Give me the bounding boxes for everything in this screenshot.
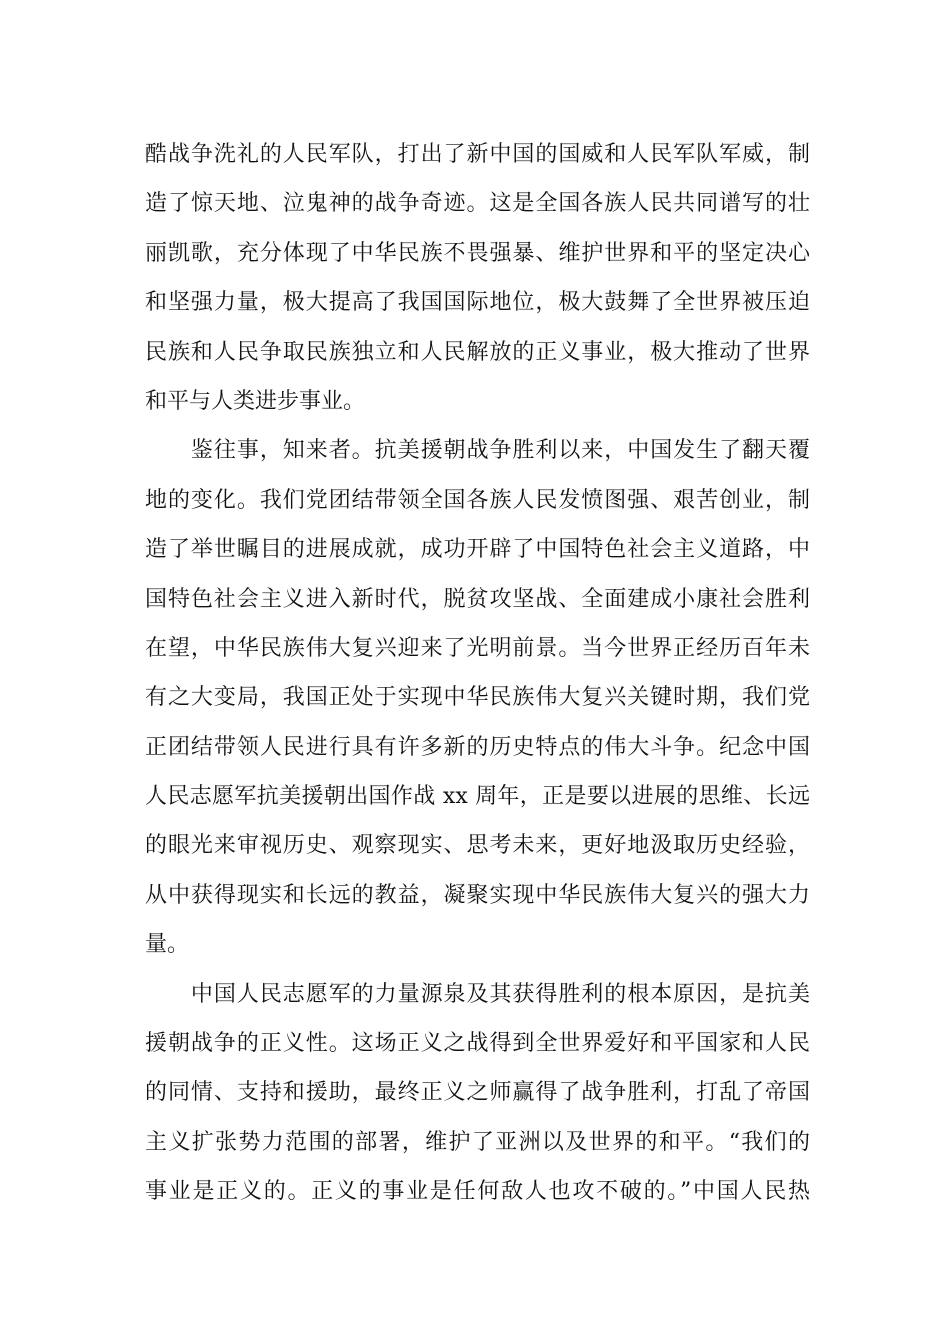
text-line: 的同情、支持和援助，最终正义之师赢得了战争胜利，打乱了帝国 bbox=[145, 1080, 810, 1106]
text-line: 中国人民志愿军的力量源泉及其获得胜利的根本原因，是抗美 bbox=[145, 981, 810, 1007]
text-line: 酷战争洗礼的人民军队，打出了新中国的国威和人民军队军威，制 bbox=[145, 142, 810, 167]
text-line: 从中获得现实和长远的教益，凝聚实现中华民族伟大复兴的强大力 bbox=[145, 882, 810, 908]
text-line: 人民志愿军抗美援朝出国作战 xx 周年，正是要以进展的思维、长远 bbox=[145, 784, 810, 810]
text-line: 地的变化。我们党团结带领全国各族人民发愤图强、艰苦创业，制 bbox=[145, 487, 810, 513]
text-line: 量。 bbox=[145, 932, 190, 958]
text-line: 鉴往事，知来者。抗美援朝战争胜利以来，中国发生了翻天覆 bbox=[145, 438, 810, 464]
text-line: 在望，中华民族伟大复兴迎来了光明前景。当今世界正经历百年未 bbox=[145, 635, 810, 661]
text-line: 和坚强力量，极大提高了我国国际地位，极大鼓舞了全世界被压迫 bbox=[145, 290, 810, 316]
text-line: 造了惊天地、泣鬼神的战争奇迹。这是全国各族人民共同谱写的壮 bbox=[145, 191, 810, 217]
text-line: 主义扩张势力范围的部署，维护了亚洲以及世界的和平。“我们的 bbox=[145, 1129, 810, 1155]
text-line: 的眼光来审视历史、观察现实、思考未来，更好地汲取历史经验， bbox=[145, 833, 810, 859]
text-line: 民族和人民争取民族独立和人民解放的正义事业，极大推动了世界 bbox=[145, 339, 810, 365]
text-line: 和平与人类进步事业。 bbox=[145, 388, 366, 414]
text-line: 造了举世瞩目的进展成就，成功开辟了中国特色社会主义道路，中 bbox=[145, 537, 810, 563]
text-line: 援朝战争的正义性。这场正义之战得到全世界爱好和平国家和人民 bbox=[145, 1031, 810, 1057]
text-line: 丽凯歌，充分体现了中华民族不畏强暴、维护世界和平的坚定决心 bbox=[145, 240, 810, 266]
text-line: 事业是正义的。正义的事业是任何敌人也攻不破的。”中国人民热 bbox=[145, 1179, 810, 1205]
body-text bbox=[145, 130, 810, 1217]
text-line: 有之大变局，我国正处于实现中华民族伟大复兴关键时期，我们党 bbox=[145, 685, 810, 711]
text-line: 正团结带领人民进行具有许多新的历史特点的伟大斗争。纪念中国 bbox=[145, 734, 810, 760]
text-line: 国特色社会主义进入新时代，脱贫攻坚战、全面建成小康社会胜利 bbox=[145, 586, 810, 612]
